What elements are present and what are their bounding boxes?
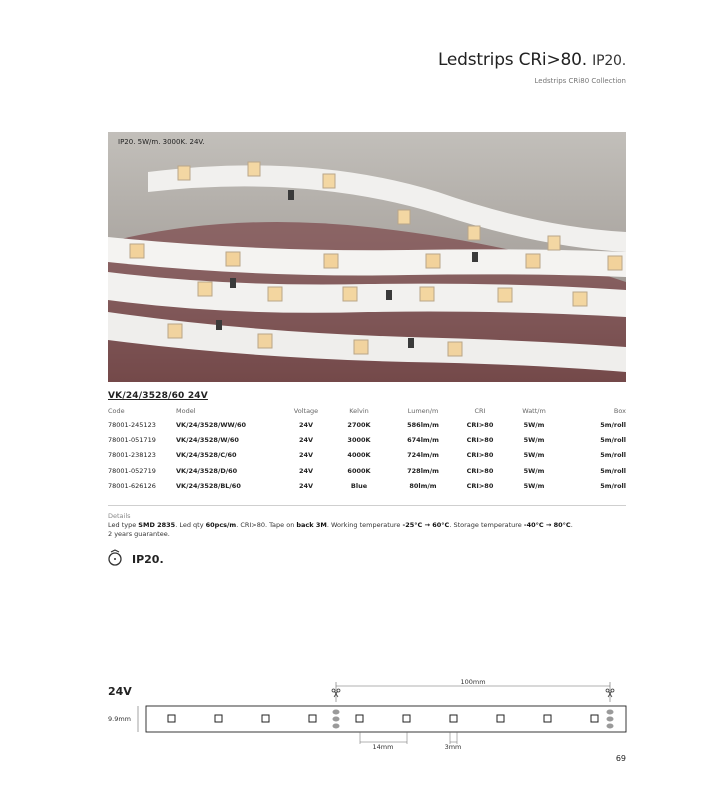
cell-kelvin: 3000K <box>347 436 371 445</box>
cell-model: VK/24/3528/WW/60 <box>176 420 247 429</box>
spacing-label: 14mm <box>372 743 394 751</box>
cell-lumen: 80lm/m <box>409 482 437 491</box>
led-chip <box>591 715 598 722</box>
cell-model: VK/24/3528/D/60 <box>176 466 238 475</box>
cell-model: VK/24/3528/C/60 <box>176 451 237 460</box>
table-row <box>108 463 626 478</box>
details-text-segment: . <box>570 521 573 529</box>
cell-code: 78001-626126 <box>108 482 156 491</box>
cell-cri: CRI>80 <box>466 451 494 460</box>
cell-code: 78001-245123 <box>108 420 156 429</box>
details-text-segment: . Working temperature <box>326 521 403 529</box>
cell-voltage: 24V <box>298 436 314 445</box>
cell-kelvin: Blue <box>350 482 368 491</box>
cell-watt: 5W/m <box>523 420 545 429</box>
cell-watt: 5W/m <box>523 482 545 491</box>
gap-label: 3mm <box>444 743 462 751</box>
led-chip <box>168 715 175 722</box>
details-tape: back 3M <box>296 521 327 529</box>
led-chip <box>309 715 316 722</box>
strip-dimension-diagram <box>108 672 628 752</box>
cell-code: 78001-052719 <box>108 466 156 475</box>
details-led-qty: 60pcs/m <box>205 521 237 529</box>
led-chip <box>544 715 551 722</box>
details-text-segment: . CRI>80. Tape on <box>236 521 297 529</box>
led-chip <box>403 715 410 722</box>
spec-table <box>108 407 626 494</box>
column-header-code: Code <box>108 407 125 415</box>
cell-lumen: 724lm/m <box>407 451 439 460</box>
details-line-2: 2 years guarantee. <box>108 530 170 538</box>
page-title-suffix: IP20. <box>592 53 626 69</box>
ip-rating-label: IP20. <box>132 553 164 566</box>
cell-voltage: 24V <box>298 466 314 475</box>
column-header-voltage: Voltage <box>293 407 319 415</box>
product-title: VK/24/3528/60 24V <box>108 391 208 401</box>
table-row <box>108 432 626 447</box>
cell-cri: CRI>80 <box>466 482 494 491</box>
cell-voltage: 24V <box>298 482 314 491</box>
led-strip-illustration <box>108 132 626 382</box>
led-chip <box>356 715 363 722</box>
details-label: Details <box>108 512 131 520</box>
led-chip <box>262 715 269 722</box>
column-header-cri: CRI <box>474 407 486 415</box>
cell-lumen: 674lm/m <box>407 436 439 445</box>
details-led-type: SMD 2835 <box>138 521 176 529</box>
page-title <box>438 50 626 70</box>
cell-kelvin: 4000K <box>347 451 371 460</box>
height-label: 9.9mm <box>108 715 132 723</box>
led-chip <box>497 715 504 722</box>
diagram-voltage-label: 24V <box>108 685 132 698</box>
cell-lumen: 728lm/m <box>407 466 439 475</box>
cell-watt: 5W/m <box>523 466 545 475</box>
details-text-segment: . Led qty <box>175 521 206 529</box>
cell-model: VK/24/3528/W/60 <box>176 436 239 445</box>
details-storage-temp: -40°C → 80°C <box>523 521 571 529</box>
cell-box: 5m/roll <box>600 466 626 475</box>
section-divider <box>108 505 626 506</box>
photo-caption: IP20. 5W/m. 3000K. 24V. <box>118 138 205 146</box>
cell-box: 5m/roll <box>600 482 626 491</box>
details-text-segment: Led type <box>108 521 139 529</box>
column-header-box: Box <box>613 407 626 415</box>
page-subtitle: Ledstrips CRi80 Collection <box>534 77 626 85</box>
cell-voltage: 24V <box>298 451 314 460</box>
column-header-watt: Watt/m <box>522 407 546 415</box>
cell-box: 5m/roll <box>600 420 626 429</box>
cell-kelvin: 6000K <box>347 466 371 475</box>
cell-cri: CRI>80 <box>466 420 494 429</box>
cell-cri: CRI>80 <box>466 466 494 475</box>
cell-watt: 5W/m <box>523 436 545 445</box>
column-header-model: Model <box>176 407 196 415</box>
led-chip <box>215 715 222 722</box>
led-chip <box>450 715 457 722</box>
table-row <box>108 417 626 432</box>
cell-box: 5m/roll <box>600 451 626 460</box>
cell-voltage: 24V <box>298 420 314 429</box>
details-working-temp: -25°C → 60°C <box>402 521 450 529</box>
cell-code: 78001-051719 <box>108 436 156 445</box>
cell-lumen: 586lm/m <box>407 420 439 429</box>
details-line-1 <box>108 521 628 530</box>
column-header-lumen: Lumen/m <box>407 407 439 415</box>
page-title-main: Ledstrips CRi>80. <box>437 50 587 70</box>
page-number: 69 <box>615 754 626 763</box>
cell-box: 5m/roll <box>600 436 626 445</box>
table-row <box>108 448 626 463</box>
cell-watt: 5W/m <box>523 451 545 460</box>
cell-model: VK/24/3528/BL/60 <box>176 482 241 491</box>
cell-kelvin: 2700K <box>347 420 371 429</box>
cell-cri: CRI>80 <box>466 436 494 445</box>
table-row <box>108 479 626 494</box>
details-text <box>108 521 628 539</box>
product-photo <box>108 132 626 382</box>
details-text-segment: . Storage temperature <box>449 521 524 529</box>
ip-rating-icon <box>106 549 124 567</box>
cell-code: 78001-238123 <box>108 451 156 460</box>
length-label: 100mm <box>460 678 486 686</box>
table-header-row <box>108 407 626 417</box>
column-header-kelvin: Kelvin <box>349 407 369 415</box>
